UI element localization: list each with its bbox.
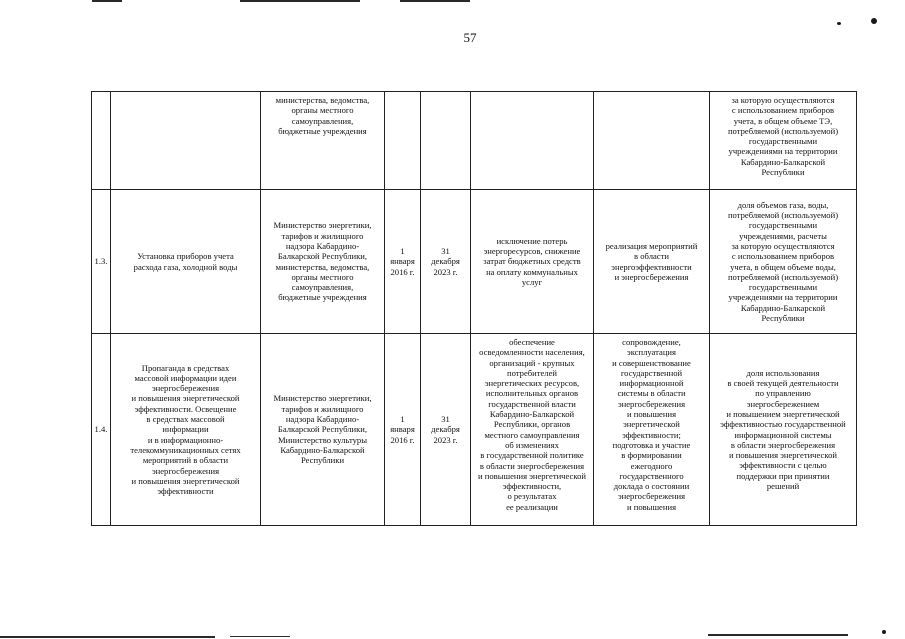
cell-executors: Министерство энергетики, тарифов и жилищного надзора Кабардино- Балкарской Республики, Министерство культуры Кабардино-Балкарской Республики: [261, 334, 385, 526]
cell-end-date: [421, 92, 471, 190]
scan-artifact-dot: [882, 630, 886, 634]
table-row: [92, 334, 857, 526]
cell-measure-name: [111, 92, 261, 190]
scan-artifact-line-bottom-right: [708, 634, 848, 636]
scan-artifact-line-bottom-left: [0, 636, 215, 638]
cell-expected-result: исключение потерь энергоресурсов, снижение затрат бюджетных средств на оплату коммунальных услуг: [471, 190, 594, 334]
cell-indicators: за которую осуществляются с использованием приборов учета, в общем объеме ТЭ, потребляемой (используемой) государственными учреждениями на территории Кабардино-Балкарской Республики: [710, 92, 857, 190]
cell-program-links: реализация мероприятий в области энергоэффективности и энергосбережения: [594, 190, 710, 334]
cell-measure-name: Пропаганда в средствах массовой информации идеи энергосбережения и повышения энергетической эффективности. Освещение в средствах массовой информации и в информационно- телекоммуникационных сетях мероприятий в области энергосбережения и повышения энергетической эффективности: [111, 334, 261, 526]
cell-start-date: 1 января 2016 г.: [385, 334, 421, 526]
cell-measure-name: Установка приборов учета расхода газа, холодной воды: [111, 190, 261, 334]
cell-start-date: [385, 92, 421, 190]
cell-program-links: сопровождение, эксплуатация и совершенствование государственной информационной системы в области энергосбережения и повышения энергетической эффективности; подготовка и участие в формировании ежегодного государственного доклада о состоянии энергосбережения и повышения: [594, 334, 710, 526]
scan-artifact-line-top-left: [92, 0, 122, 2]
cell-executors: Министерство энергетики, тарифов и жилищного надзора Кабардино- Балкарской Республики, министерства, ведомства, органы местного самоуправления, бюджетные учреждения: [261, 190, 385, 334]
scan-artifact-line-bottom-mid: [230, 636, 290, 637]
cell-expected-result: обеспечение осведомленности населения, организаций - крупных потребителей энергетических ресурсов, исполнительных органов государственной власти Кабардино-Балкарской Республики, органов местного самоуправления об изменениях в государственной политике в области энергосбережения и повышения энергетической эффективности, о результатах ее реализации: [471, 334, 594, 526]
cell-program-links: [594, 92, 710, 190]
cell-executors: министерства, ведомства, органы местного самоуправления, бюджетные учреждения: [261, 92, 385, 190]
cell-start-date: 1 января 2016 г.: [385, 190, 421, 334]
table-row: [92, 92, 857, 190]
scan-artifact-dot: [871, 18, 877, 24]
cell-indicators: доля объемов газа, воды, потребляемой (используемой) государственными учреждениями, расчеты за которую осуществляются с использованием приборов учета, в общем объеме воды, потребляемой (используемой) государственными учреждениями на территории Кабардино-Балкарской Республики: [710, 190, 857, 334]
cell-end-date: 31 декабря 2023 г.: [421, 334, 471, 526]
scan-artifact-line-top-mid: [240, 0, 360, 2]
cell-number: 1.4.: [92, 334, 111, 526]
page-number: 57: [463, 30, 477, 45]
measures-table: [91, 91, 857, 526]
cell-end-date: 31 декабря 2023 г.: [421, 190, 471, 334]
scan-artifact-line-top-right: [400, 0, 470, 2]
table-row: [92, 190, 857, 334]
cell-indicators: доля использования в своей текущей деятельности по управлению энергосбережением и повышением энергетической эффективностью государственной информационной системы в области энергосбережения и повышения энергетической эффективности с целью поддержки при принятии решений: [710, 334, 857, 526]
scan-artifact-dot: [837, 22, 841, 25]
cell-number: [92, 92, 111, 190]
cell-number: 1.3.: [92, 190, 111, 334]
cell-expected-result: [471, 92, 594, 190]
